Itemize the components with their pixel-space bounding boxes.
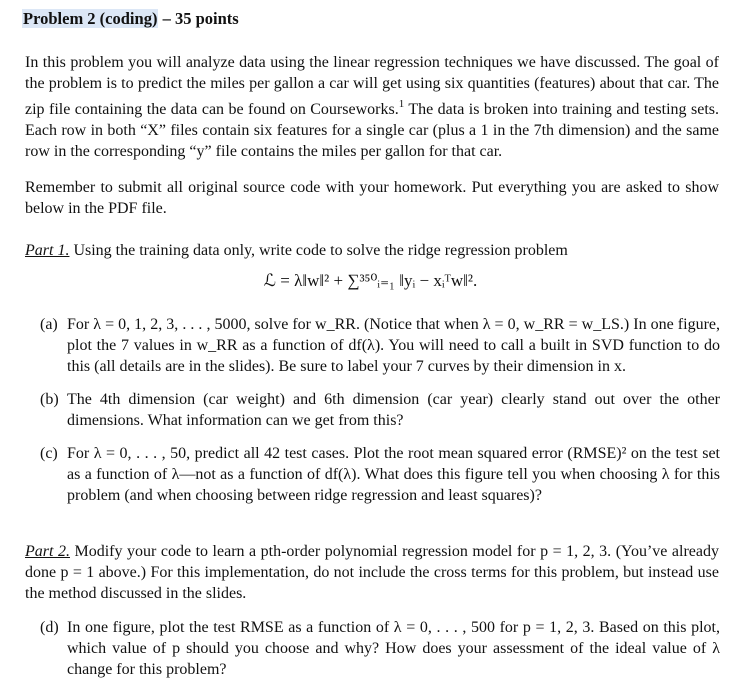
question-d-text: In one figure, plot the test RMSE as a function of λ = 0, . . . , 500 for p = 1, 2, 3. Based on this plot, which value of p should you choose and why? How does your assessment of the ideal value of λ change for this problem? [67, 619, 720, 678]
part1-text: Using the training data only, write code to solve the ridge regression problem [69, 242, 568, 259]
part1-label: Part 1. [25, 242, 70, 259]
problem-title [22, 8, 239, 29]
intro-text-rest: The data is broken into training and testing sets. Each row in both “X” files contain six features for a single car (plus a 1 in the 7th dimension) and the same row in the corresponding “y” file contains the miles per gallon for that car. [25, 101, 719, 160]
problem-title-points: – 35 points [162, 9, 239, 28]
question-b-text: The 4th dimension (car weight) and 6th dimension (car year) clearly stand out over the other dimensions. What information can we get from this? [67, 391, 720, 429]
question-b [40, 389, 720, 431]
part1-intro [25, 240, 719, 261]
question-d [40, 617, 720, 680]
submission-note: Remember to submit all original source code with your homework. Put everything you are asked to show below in the PDF file. [25, 179, 719, 217]
intro-paragraph [25, 52, 719, 162]
question-a-text: For λ = 0, 1, 2, 3, . . . , 5000, solve for w_RR. (Notice that when λ = 0, w_RR = w_LS.) In one figure, plot the 7 values in w_RR as a function of df(λ). You will need to call a built in SVD function to do this (all details are in the slides). Be sure to label your 7 curves by their dimension in x. [67, 316, 720, 375]
part2-text: Modify your code to learn a pth-order polynomial regression model for p = 1, 2, 3. (You’ve already done p = 1 above.) For this implementation, do not include the cross terms for this problem, but instead use the method discussed in the slides. [25, 543, 719, 602]
question-c-label: (c) [40, 445, 58, 462]
problem-title-label: Problem 2 (coding) [23, 9, 158, 28]
question-d-label: (d) [40, 619, 59, 636]
question-c-text: For λ = 0, . . . , 50, predict all 42 test cases. Plot the root mean squared error (RMSE)² on the test set as a function of λ—not as a function of df(λ). What does this figure tell you when choosing λ for this problem (and when choosing between ridge regression and least squares)? [67, 445, 720, 504]
question-c [40, 443, 720, 506]
part2-intro [25, 541, 719, 604]
question-a [40, 314, 720, 377]
part2-label: Part 2. [25, 543, 70, 560]
ridge-equation: ℒ = λ‖w‖² + ∑³⁵⁰ᵢ₌₁ ‖yᵢ − xᵢᵀw‖². [263, 271, 478, 290]
question-b-label: (b) [40, 391, 59, 408]
intro-text: In this problem you will analyze data using the linear regression techniques we have discussed. The goal of the problem is to predict the miles per gallon a car will get using six quantities (features) about that car. The zip file containing the data can be found on Courseworks. [25, 54, 719, 118]
footnote-marker: 1 [398, 98, 405, 110]
question-a-label: (a) [40, 316, 58, 333]
